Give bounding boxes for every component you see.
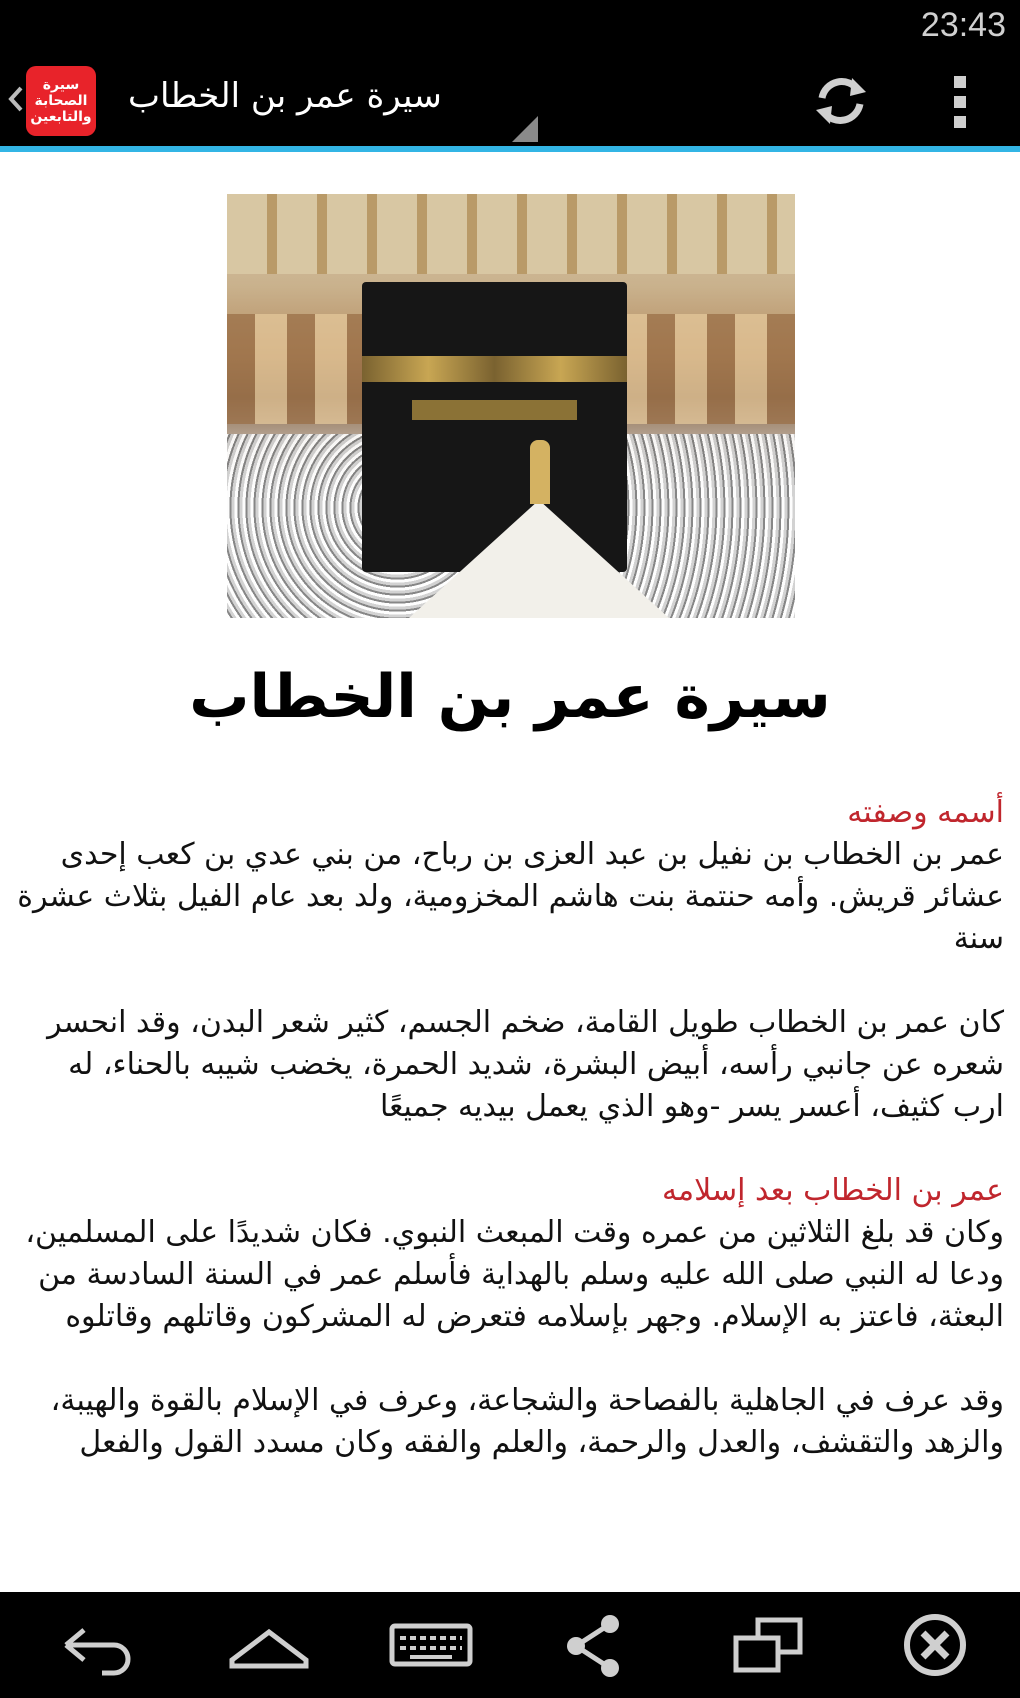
kaaba-inscription <box>412 400 577 420</box>
keyboard-icon[interactable] <box>386 1610 476 1680</box>
status-time: 23:43 <box>920 6 1006 44</box>
mosque-arches <box>227 194 795 274</box>
paragraph: وكان قد بلغ الثلاثين من عمره وقت المبعث النبوي. فكان شديدًا على المسلمين، ودعا له النبي صلى الله عليه وسلم بالهداية فأسلم عمر في السنة السادسة من البعثة، فاعتز به الإسلام. وجهر بإسلامه فتعرض له المشركون وقاتلهم وقاتلوه <box>25 1215 1004 1334</box>
home-icon[interactable] <box>224 1610 314 1680</box>
overflow-menu-icon[interactable] <box>940 72 980 132</box>
paragraph: عمر بن الخطاب بن نفيل بن عبد العزى بن رباح، من بني عدي بن كعب إحدى عشائر قريش. وأمه حنتمة بنت هاشم المخزومية، ولد بعد عام الفيل بثلاث عشرة سنة <box>17 837 1004 956</box>
status-bar <box>0 0 1020 50</box>
close-icon[interactable] <box>890 1610 980 1680</box>
section-heading: عمر بن الخطاب بعد إسلامه <box>661 1173 1004 1208</box>
chevron-left-icon[interactable] <box>6 84 26 114</box>
golden-finial <box>530 440 550 504</box>
page-title-spinner[interactable]: سيرة عمر بن الخطاب <box>128 76 442 116</box>
recent-apps-icon[interactable] <box>722 1610 812 1680</box>
article-title: سيرة عمر بن الخطاب <box>189 662 831 732</box>
app-icon-label: سيرة الصحابة والتابعين <box>30 77 92 125</box>
app-icon[interactable] <box>26 66 96 136</box>
kaaba-gold-band <box>362 356 627 382</box>
article-body <box>12 792 1004 1464</box>
action-bar <box>0 50 1020 148</box>
paragraph: وقد عرف في الجاهلية بالفصاحة والشجاعة، وعرف في الإسلام بالقوة والهيبة، والزهد والتقشف، والعدل والرحمة، والعلم والفقه وكان مسدد القول والفعل <box>50 1383 1004 1460</box>
section-heading: أسمه وصفته <box>847 795 1004 830</box>
kaaba-image <box>227 194 795 618</box>
back-icon[interactable] <box>52 1610 142 1680</box>
article-content[interactable] <box>0 152 1020 1592</box>
paragraph: كان عمر بن الخطاب طويل القامة، ضخم الجسم، كثير شعر البدن، وقد انحسر شعره عن جانبي رأسه، أبيض البشرة، شديد الحمرة، يخضب شيبه بالحناء، له ارب كثيف، أعسر يسر -وهو الذي يعمل بيديه جميعًا <box>47 1005 1004 1124</box>
navigation-bar <box>0 1592 1020 1698</box>
white-tent <box>409 500 669 618</box>
refresh-icon[interactable] <box>808 68 874 134</box>
spinner-indicator-icon <box>512 116 538 142</box>
share-icon[interactable] <box>548 1610 638 1680</box>
